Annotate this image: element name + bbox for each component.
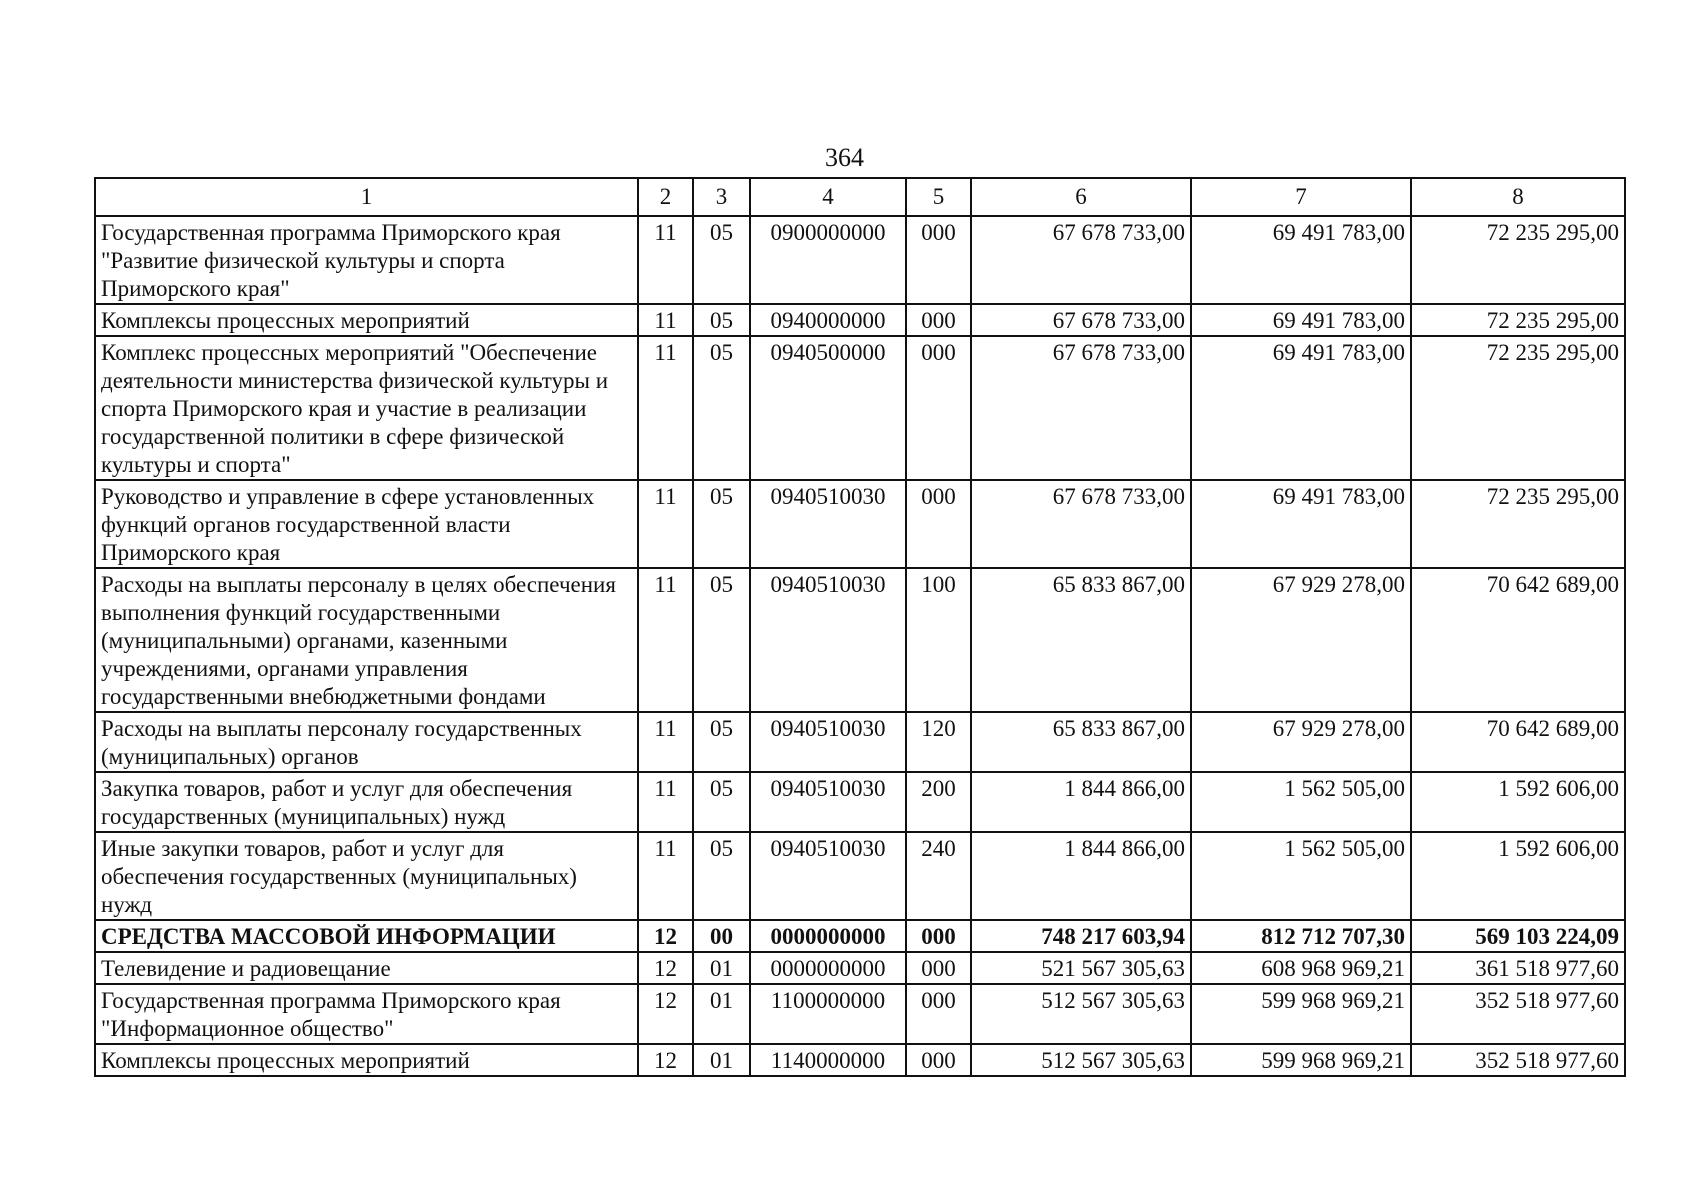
table-row	[95, 480, 1625, 568]
row-target-code: 0940510030	[750, 712, 906, 772]
row-expense-type: 000	[906, 336, 971, 480]
row-amount-6: 67 678 733,00	[971, 480, 1191, 568]
row-amount-6: 65 833 867,00	[971, 568, 1191, 712]
row-target-code: 0940510030	[750, 772, 906, 832]
row-amount-8: 361 518 977,60	[1411, 952, 1625, 984]
row-subsection: 01	[693, 952, 750, 984]
table-row-section-total	[95, 920, 1625, 952]
row-expense-type: 000	[906, 984, 971, 1044]
table-row	[95, 712, 1625, 772]
row-expense-type: 120	[906, 712, 971, 772]
row-subsection: 00	[693, 920, 750, 952]
row-section: 12	[638, 1044, 693, 1076]
row-target-code: 0940510030	[750, 832, 906, 920]
row-amount-8: 72 235 295,00	[1411, 336, 1625, 480]
budget-table	[94, 177, 1626, 1077]
row-section: 11	[638, 772, 693, 832]
row-amount-7: 812 712 707,30	[1191, 920, 1411, 952]
row-expense-type: 000	[906, 920, 971, 952]
row-amount-6: 521 567 305,63	[971, 952, 1191, 984]
table-row	[95, 216, 1625, 304]
col-header-6: 6	[971, 178, 1191, 216]
table-row	[95, 1044, 1625, 1076]
row-section: 12	[638, 920, 693, 952]
row-section: 11	[638, 336, 693, 480]
row-subsection: 05	[693, 336, 750, 480]
table-row	[95, 568, 1625, 712]
table-row	[95, 984, 1625, 1044]
row-subsection: 05	[693, 832, 750, 920]
table-row	[95, 952, 1625, 984]
row-amount-8: 1 592 606,00	[1411, 772, 1625, 832]
row-section: 11	[638, 480, 693, 568]
row-amount-8: 70 642 689,00	[1411, 568, 1625, 712]
table-row	[95, 304, 1625, 336]
row-amount-7: 1 562 505,00	[1191, 832, 1411, 920]
row-amount-6: 67 678 733,00	[971, 304, 1191, 336]
row-subsection: 05	[693, 568, 750, 712]
row-name: Закупка товаров, работ и услуг для обеспечения государственных (муниципальных) нужд	[95, 772, 638, 832]
row-section: 11	[638, 216, 693, 304]
table-row	[95, 336, 1625, 480]
row-expense-type: 000	[906, 304, 971, 336]
row-name: Расходы на выплаты персоналу государственных (муниципальных) органов	[95, 712, 638, 772]
row-amount-8: 72 235 295,00	[1411, 480, 1625, 568]
row-amount-6: 512 567 305,63	[971, 1044, 1191, 1076]
row-section: 11	[638, 304, 693, 336]
row-name: Телевидение и радиовещание	[95, 952, 638, 984]
row-target-code: 0900000000	[750, 216, 906, 304]
row-target-code: 1140000000	[750, 1044, 906, 1076]
row-amount-6: 512 567 305,63	[971, 984, 1191, 1044]
row-amount-7: 67 929 278,00	[1191, 568, 1411, 712]
row-name: Государственная программа Приморского края "Информационное общество"	[95, 984, 638, 1044]
row-amount-6: 1 844 866,00	[971, 832, 1191, 920]
row-expense-type: 000	[906, 480, 971, 568]
row-amount-7: 599 968 969,21	[1191, 984, 1411, 1044]
row-target-code: 0940510030	[750, 480, 906, 568]
row-name: Государственная программа Приморского края "Развитие физической культуры и спорта Приморского края"	[95, 216, 638, 304]
row-amount-7: 608 968 969,21	[1191, 952, 1411, 984]
row-amount-8: 70 642 689,00	[1411, 712, 1625, 772]
row-target-code: 0940000000	[750, 304, 906, 336]
row-amount-7: 67 929 278,00	[1191, 712, 1411, 772]
row-section: 11	[638, 832, 693, 920]
col-header-8: 8	[1411, 178, 1625, 216]
row-amount-7: 69 491 783,00	[1191, 336, 1411, 480]
row-amount-8: 1 592 606,00	[1411, 832, 1625, 920]
row-subsection: 05	[693, 480, 750, 568]
row-amount-6: 67 678 733,00	[971, 336, 1191, 480]
row-name: СРЕДСТВА МАССОВОЙ ИНФОРМАЦИИ	[95, 920, 638, 952]
col-header-1: 1	[95, 178, 638, 216]
row-subsection: 05	[693, 304, 750, 336]
row-amount-7: 69 491 783,00	[1191, 216, 1411, 304]
row-name: Комплексы процессных мероприятий	[95, 304, 638, 336]
row-amount-8: 352 518 977,60	[1411, 1044, 1625, 1076]
col-header-7: 7	[1191, 178, 1411, 216]
page-number: 364	[825, 143, 864, 172]
row-amount-8: 569 103 224,09	[1411, 920, 1625, 952]
row-amount-8: 72 235 295,00	[1411, 304, 1625, 336]
row-name: Комплекс процессных мероприятий "Обеспечение деятельности министерства физической культуры и спорта Приморского края и участие в реализации государственной политики в сфере физической культуры и спорта"	[95, 336, 638, 480]
row-section: 11	[638, 712, 693, 772]
col-header-2: 2	[638, 178, 693, 216]
row-subsection: 05	[693, 712, 750, 772]
row-target-code: 0000000000	[750, 952, 906, 984]
row-amount-7: 1 562 505,00	[1191, 772, 1411, 832]
row-name: Комплексы процессных мероприятий	[95, 1044, 638, 1076]
row-name: Расходы на выплаты персоналу в целях обеспечения выполнения функций государственными (муниципальными) органами, казенными учреждениями, органами управления государственными внебюджетными фондами	[95, 568, 638, 712]
row-amount-6: 67 678 733,00	[971, 216, 1191, 304]
table-row	[95, 832, 1625, 920]
row-name: Иные закупки товаров, работ и услуг для обеспечения государственных (муниципальных) нужд	[95, 832, 638, 920]
row-amount-8: 72 235 295,00	[1411, 216, 1625, 304]
table-row	[95, 772, 1625, 832]
row-amount-8: 352 518 977,60	[1411, 984, 1625, 1044]
row-target-code: 1100000000	[750, 984, 906, 1044]
row-amount-6: 65 833 867,00	[971, 712, 1191, 772]
row-name: Руководство и управление в сфере установленных функций органов государственной власти Приморского края	[95, 480, 638, 568]
row-subsection: 05	[693, 216, 750, 304]
row-target-code: 0940500000	[750, 336, 906, 480]
row-amount-7: 69 491 783,00	[1191, 304, 1411, 336]
row-expense-type: 100	[906, 568, 971, 712]
col-header-3: 3	[693, 178, 750, 216]
row-amount-7: 69 491 783,00	[1191, 480, 1411, 568]
row-amount-6: 1 844 866,00	[971, 772, 1191, 832]
row-subsection: 01	[693, 984, 750, 1044]
row-section: 11	[638, 568, 693, 712]
row-target-code: 0940510030	[750, 568, 906, 712]
row-expense-type: 000	[906, 1044, 971, 1076]
row-expense-type: 000	[906, 216, 971, 304]
row-expense-type: 000	[906, 952, 971, 984]
row-target-code: 0000000000	[750, 920, 906, 952]
header-row	[95, 178, 1625, 216]
row-section: 12	[638, 984, 693, 1044]
row-subsection: 05	[693, 772, 750, 832]
row-subsection: 01	[693, 1044, 750, 1076]
row-amount-7: 599 968 969,21	[1191, 1044, 1411, 1076]
row-section: 12	[638, 952, 693, 984]
col-header-4: 4	[750, 178, 906, 216]
col-header-5: 5	[906, 178, 971, 216]
row-expense-type: 240	[906, 832, 971, 920]
row-amount-6: 748 217 603,94	[971, 920, 1191, 952]
row-expense-type: 200	[906, 772, 971, 832]
